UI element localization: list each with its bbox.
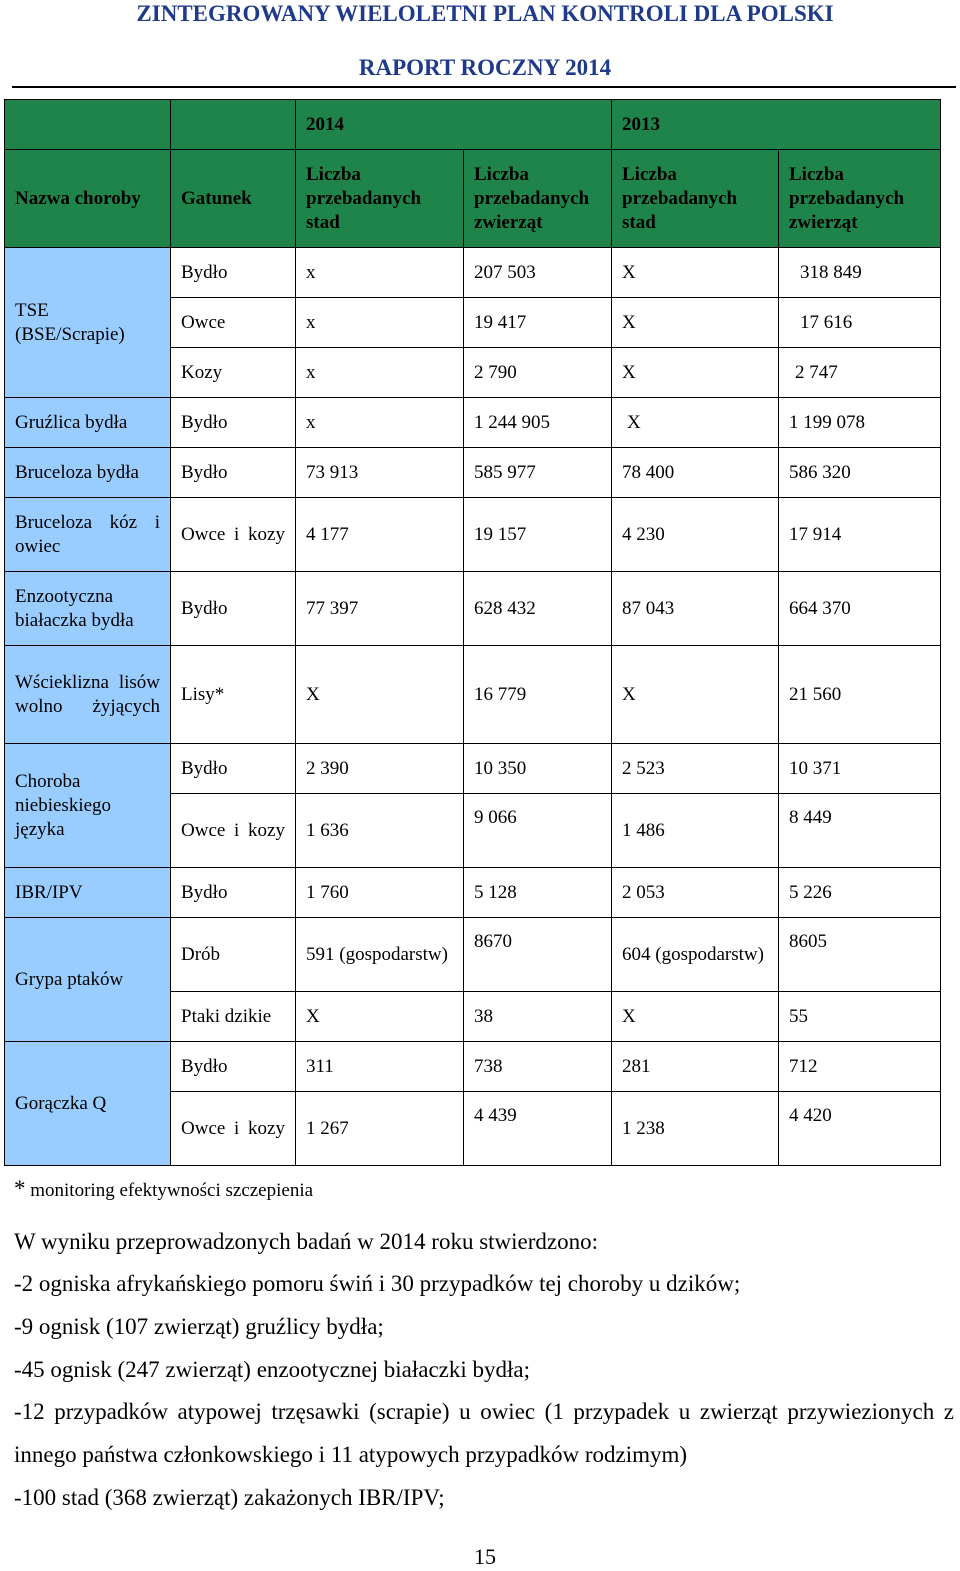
herds-2014-cell: 2 390 (296, 744, 464, 794)
finding-item: -45 ognisk (247 zwierząt) enzootycznej białaczki bydła; (14, 1357, 531, 1382)
herds-2014-cell: 1 267 (296, 1092, 464, 1166)
species-cell: Bydło (171, 1042, 296, 1092)
report-subtitle: RAPORT ROCZNY 2014 (358, 55, 612, 80)
herds-2013-cell: 281 (612, 1042, 779, 1092)
header-year-2013: 2013 (612, 100, 941, 150)
table-row (5, 448, 941, 498)
animals-2014-cell: 9 066 (464, 794, 612, 868)
animals-2013-cell: 10 371 (779, 744, 941, 794)
header-herds-2013: Liczba przebadanych stad (612, 150, 779, 248)
species-cell: Drób (171, 918, 296, 992)
finding-item: -100 stad (368 zwierząt) zakażonych IBR/IPV; (14, 1485, 445, 1510)
table-row (5, 498, 941, 572)
animals-2013-cell: 2 747 (779, 348, 941, 398)
herds-2013-cell: X (612, 646, 779, 744)
animals-2013-cell: 17 616 (779, 298, 941, 348)
animals-2013-cell: 1 199 078 (779, 398, 941, 448)
table-row (5, 744, 941, 794)
header-year-2014: 2014 (296, 100, 612, 150)
header-disease-name: Nazwa choroby (5, 150, 171, 248)
disease-cell: IBR/IPV (5, 868, 171, 918)
table-row (5, 918, 941, 992)
herds-2013-cell: 1 238 (612, 1092, 779, 1166)
species-cell: Ptaki dzikie (171, 992, 296, 1042)
herds-2013-cell: 2 053 (612, 868, 779, 918)
herds-2013-cell: 1 486 (612, 794, 779, 868)
animals-2013-cell: 4 420 (779, 1092, 941, 1166)
animals-2013-cell: 21 560 (779, 646, 941, 744)
finding-item: -12 przypadków atypowej trzęsawki (scrapie) u owiec (1 przypadek u zwierząt przywiezionych z innego państwa członkowskiego i 11 atypowych przypadków rodzimym) (14, 1399, 954, 1467)
animals-2013-cell: 586 320 (779, 448, 941, 498)
disease-cell: TSE (BSE/Scrapie) (5, 248, 171, 398)
herds-2013-cell: X (612, 992, 779, 1042)
header-divider (12, 86, 956, 88)
animals-2014-cell: 38 (464, 992, 612, 1042)
disease-cell: Gorączka Q (5, 1042, 171, 1166)
table-row (5, 868, 941, 918)
herds-2013-cell: 4 230 (612, 498, 779, 572)
species-cell: Owce i kozy (171, 794, 296, 868)
species-cell: Bydło (171, 868, 296, 918)
table-header-row (5, 100, 941, 150)
animals-2013-cell: 8 449 (779, 794, 941, 868)
finding-item: -2 ogniska afrykańskiego pomoru świń i 30 przypadków tej choroby u dzików; (14, 1271, 741, 1296)
animals-2014-cell: 5 128 (464, 868, 612, 918)
table-row (5, 248, 941, 298)
species-cell: Bydło (171, 248, 296, 298)
finding-item: -9 ognisk (107 zwierząt) gruźlicy bydła; (14, 1314, 384, 1339)
table-footnote (14, 1176, 313, 1204)
herds-2013-cell: X (612, 398, 779, 448)
animals-2013-cell: 55 (779, 992, 941, 1042)
herds-2014-cell: x (296, 398, 464, 448)
animals-2014-cell: 19 417 (464, 298, 612, 348)
herds-2014-cell: 4 177 (296, 498, 464, 572)
header-animals-2014: Liczba przebadanych zwierząt (464, 150, 612, 248)
animals-2014-cell: 207 503 (464, 248, 612, 298)
animals-2014-cell: 1 244 905 (464, 398, 612, 448)
species-cell: Bydło (171, 572, 296, 646)
footnote-text: monitoring efektywności szczepienia (30, 1180, 314, 1201)
animals-2014-cell: 4 439 (464, 1092, 612, 1166)
herds-2013-cell: X (612, 248, 779, 298)
species-cell: Owce i kozy (171, 1092, 296, 1166)
animals-2013-cell: 664 370 (779, 572, 941, 646)
herds-2014-cell: 1 636 (296, 794, 464, 868)
table-header-row (5, 150, 941, 248)
header-species: Gatunek (171, 150, 296, 248)
herds-2014-cell: x (296, 298, 464, 348)
herds-2013-cell: 78 400 (612, 448, 779, 498)
herds-2013-cell: 2 523 (612, 744, 779, 794)
table-row (5, 572, 941, 646)
species-cell: Bydło (171, 398, 296, 448)
table-row (5, 1042, 941, 1092)
table-row (5, 398, 941, 448)
disease-control-table (4, 99, 941, 1166)
species-cell: Kozy (171, 348, 296, 398)
header-empty-species (171, 100, 296, 150)
disease-cell: Grypa ptaków (5, 918, 171, 1042)
animals-2013-cell: 712 (779, 1042, 941, 1092)
document-title: ZINTEGROWANY WIELOLETNI PLAN KONTROLI DLA POLSKI (136, 1, 834, 26)
herds-2014-cell: 311 (296, 1042, 464, 1092)
table-row (5, 646, 941, 744)
animals-2013-cell: 5 226 (779, 868, 941, 918)
herds-2014-cell: 77 397 (296, 572, 464, 646)
species-cell: Bydło (171, 448, 296, 498)
disease-cell: Bruceloza bydła (5, 448, 171, 498)
species-cell: Bydło (171, 744, 296, 794)
header-herds-2014: Liczba przebadanych stad (296, 150, 464, 248)
animals-2014-cell: 10 350 (464, 744, 612, 794)
animals-2014-cell: 19 157 (464, 498, 612, 572)
animals-2014-cell: 585 977 (464, 448, 612, 498)
herds-2014-cell: x (296, 348, 464, 398)
herds-2014-cell: 1 760 (296, 868, 464, 918)
page-number: 15 (474, 1544, 496, 1569)
herds-2013-cell: 87 043 (612, 572, 779, 646)
herds-2013-cell: 604 (gospodarstw) (612, 918, 779, 992)
footnote-star: * (14, 1176, 26, 1201)
disease-cell: Bruceloza kóz i owiec (5, 498, 171, 572)
species-cell: Owce i kozy (171, 498, 296, 572)
disease-cell: Wścieklizna lisów wolno żyjących (5, 646, 171, 744)
animals-2013-cell: 17 914 (779, 498, 941, 572)
header-empty-disease (5, 100, 171, 150)
header-animals-2013: Liczba przebadanych zwierząt (779, 150, 941, 248)
animals-2013-cell: 318 849 (779, 248, 941, 298)
herds-2014-cell: X (296, 646, 464, 744)
disease-cell: Choroba niebieskiego języka (5, 744, 171, 868)
species-cell: Owce (171, 298, 296, 348)
animals-2014-cell: 738 (464, 1042, 612, 1092)
disease-cell: Gruźlica bydła (5, 398, 171, 448)
animals-2014-cell: 16 779 (464, 646, 612, 744)
herds-2014-cell: x (296, 248, 464, 298)
animals-2014-cell: 628 432 (464, 572, 612, 646)
herds-2014-cell: 73 913 (296, 448, 464, 498)
herds-2014-cell: 591 (gospodarstw) (296, 918, 464, 992)
findings-intro: W wyniku przeprowadzonych badań w 2014 roku stwierdzono: (14, 1229, 599, 1254)
animals-2013-cell: 8605 (779, 918, 941, 992)
species-cell: Lisy* (171, 646, 296, 744)
herds-2014-cell: X (296, 992, 464, 1042)
disease-cell: Enzootyczna białaczka bydła (5, 572, 171, 646)
animals-2014-cell: 8670 (464, 918, 612, 992)
animals-2014-cell: 2 790 (464, 348, 612, 398)
herds-2013-cell: X (612, 348, 779, 398)
herds-2013-cell: X (612, 298, 779, 348)
